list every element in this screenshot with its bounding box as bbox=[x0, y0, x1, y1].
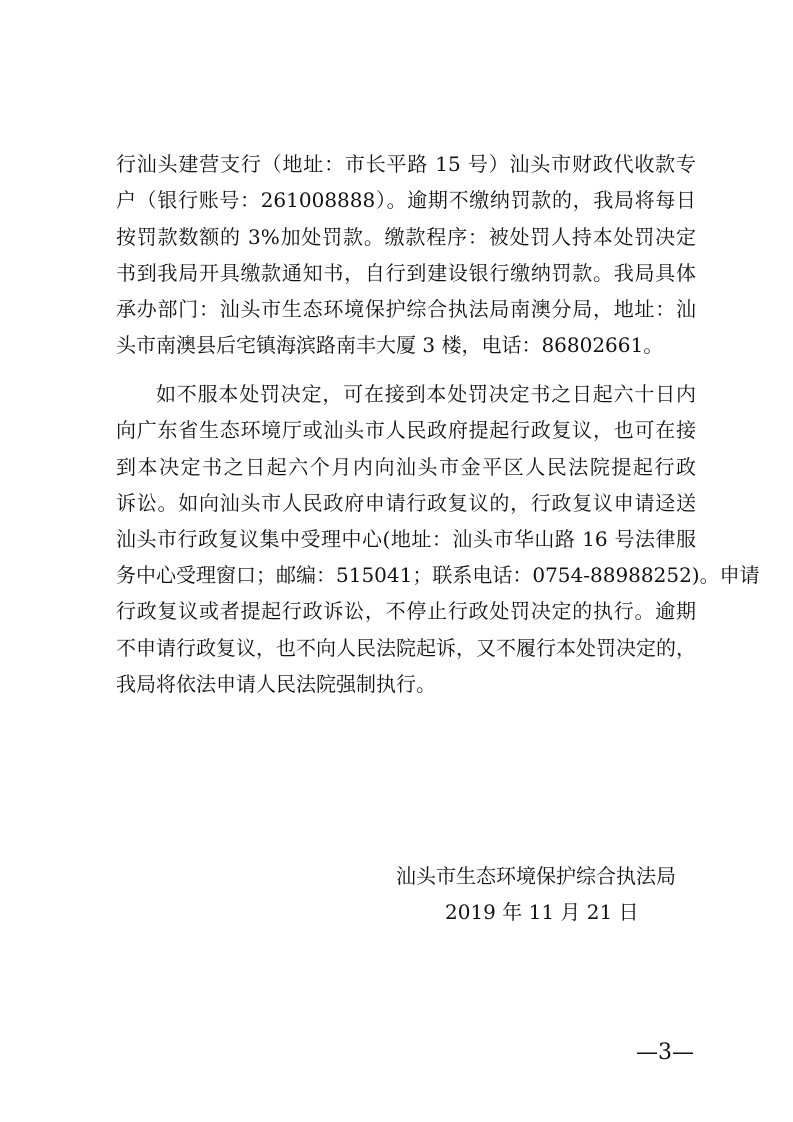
text-line: 不申请行政复议，也不向人民法院起诉，又不履行本处罚决定的， bbox=[116, 636, 696, 660]
text-line: 汕头市行政复议集中受理中心(地址：汕头市华山路 16 号法律服 bbox=[116, 527, 696, 551]
text-line: 如不服本处罚决定，可在接到本处罚决定书之日起六十日内 bbox=[156, 382, 696, 406]
signature-date: 2019 年 11 月 21 日 bbox=[445, 900, 639, 924]
text-line: 向广东省生态环境厅或汕头市人民政府提起行政复议，也可在接 bbox=[116, 418, 696, 442]
text-line: 我局将依法申请人民法院强制执行。 bbox=[116, 672, 436, 696]
text-line: 户（银行账号：261008888）。逾期不缴纳罚款的，我局将每日 bbox=[116, 188, 696, 212]
text-line: 行政复议或者提起行政诉讼，不停止行政处罚决定的执行。逾期 bbox=[116, 599, 696, 623]
text-line: 诉讼。如向汕头市人民政府申请行政复议的，行政复议申请迳送 bbox=[116, 491, 696, 515]
signature-organization: 汕头市生态环境保护综合执法局 bbox=[396, 864, 676, 888]
text-line: 到本决定书之日起六个月内向汕头市金平区人民法院提起行政 bbox=[116, 455, 696, 479]
text-line: 务中心受理窗口；邮编：515041；联系电话：0754-88988252)。申请 bbox=[116, 563, 760, 587]
text-line: 头市南澳县后宅镇海滨路南丰大厦 3 楼，电话：86802661。 bbox=[116, 333, 664, 357]
text-line: 按罚款数额的 3%加处罚款。缴款程序：被处罚人持本处罚决定 bbox=[116, 225, 696, 249]
text-line: 书到我局开具缴款通知书，自行到建设银行缴纳罚款。我局具体 bbox=[116, 261, 696, 285]
page-number: —3— bbox=[636, 1040, 694, 1065]
text-line: 承办部门：汕头市生态环境保护综合执法局南澳分局，地址：汕 bbox=[116, 297, 696, 321]
text-line: 行汕头建营支行（地址：市长平路 15 号）汕头市财政代收款专 bbox=[116, 152, 696, 176]
